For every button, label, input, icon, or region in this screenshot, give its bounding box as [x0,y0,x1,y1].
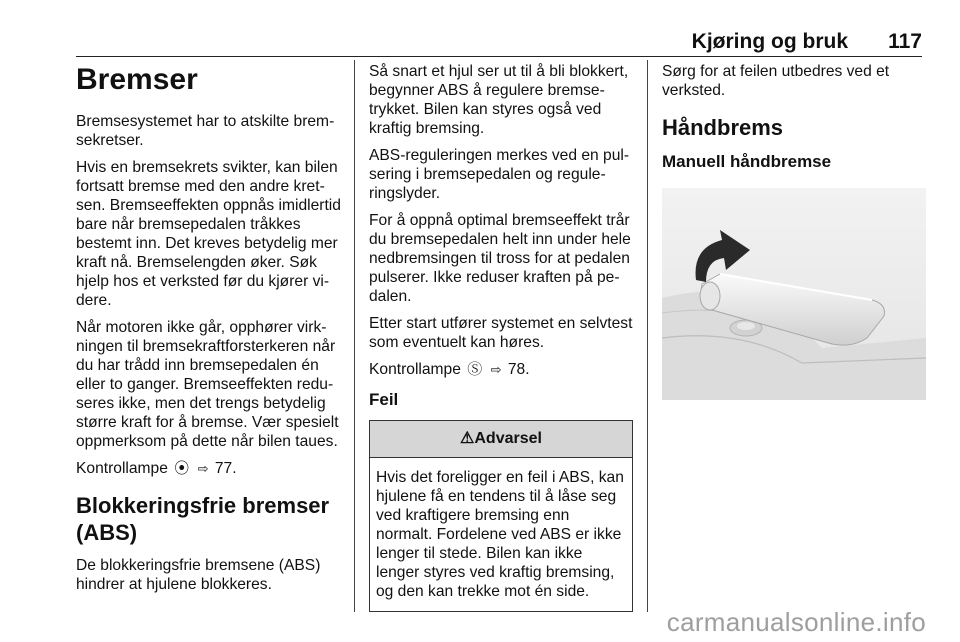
abs-warning-icon: Ⓢ [467,361,483,378]
column-divider-2 [647,60,648,612]
column-1 [76,62,342,602]
section-heading-bremser: Bremser [76,63,198,96]
warning-box-header [370,421,632,458]
page-header-title: Kjøring og bruk [691,30,848,53]
reference-page: 77. [214,460,237,477]
paragraph: Bremsesystemet har to atskilte bremsekretser. [76,113,335,149]
paragraph: Sørg for at feilen utbedres ved et verksted. [662,63,890,99]
paragraph: For å oppnå optimal bremseeffekt trår du bremsepedalen helt inn under hele nedbremsingen til tross for at pedalen pulserer. Ikke reduser kraften på pedalen. [369,212,631,305]
paragraph: Når motoren ikke går, opphører virkningen til bremsekraftforsterkeren når du har trådd inn bremsepedalen én eller to ganger. Bremseeffekten reduseres ikke, men det trengs betydelig større kraft for å bremse. Vær spesielt oppmerksom på dette når bilen taues. [76,319,339,450]
reference-label: Kontrollampe [369,361,461,378]
page-number: 117 [888,30,922,53]
watermark: carmanualsonline.info [666,607,926,637]
warning-triangle-icon: ⚠ [460,430,475,447]
paragraph: Hvis en bremsekrets svikter, kan bilen fortsatt bremse med den andre kretsen. Bremseeffekten oppnås imidlertid bare når bremsepedalen tråkkes bestemt inn. Det kreves betydelig mer kraft nå. Bremselengden øker. Søk hjelp hos et verksted før du kjører videre. [76,159,341,309]
page-reference-arrow-icon: ⇨ [197,461,209,476]
cross-reference [369,360,633,379]
warning-title: Advarsel [474,430,542,447]
cross-reference [76,459,342,478]
subheading-manual-handbrake: Manuell håndbremse [662,152,832,171]
section-heading-handbrems: Håndbrems [662,115,784,140]
section-heading-abs: Blokkeringsfrie bremser (ABS) [76,493,330,545]
handbrake-illustration [662,188,926,400]
page-reference-arrow-icon: ⇨ [490,362,502,377]
warning-text: Hvis det foreligger en feil i ABS, kan hjulene få en tendens til å låse seg ved kraftigere bremsing enn normalt. Fordelene ved ABS er ikke lenger til stede. Bilen kan ikke lenger styres ved kraftig bremsing, og den kan trekke mot én side. [376,469,624,600]
paragraph: De blokkeringsfrie bremsene (ABS) hindrer at hjulene blokkeres. [76,557,321,593]
column-3 [662,62,926,182]
paragraph: Så snart et hjul ser ut til å bli blokkert, begynner ABS å regulere bremsetrykket. Bilen kan styres også ved kraftig bremsing. [369,63,629,137]
paragraph: Etter start utfører systemet en selvtest som eventuelt kan høres. [369,315,633,351]
reference-page: 78. [507,361,530,378]
header-rule [76,56,922,57]
brake-warning-icon: ⦿ [174,460,190,477]
reference-label: Kontrollampe [76,460,168,477]
column-2 [369,62,633,612]
warning-box [369,420,633,612]
section-heading-feil: Feil [369,390,399,409]
column-divider-1 [354,60,355,612]
paragraph: ABS-reguleringen merkes ved en pulsering i bremsepedalen og reguleringslyder. [369,147,630,202]
